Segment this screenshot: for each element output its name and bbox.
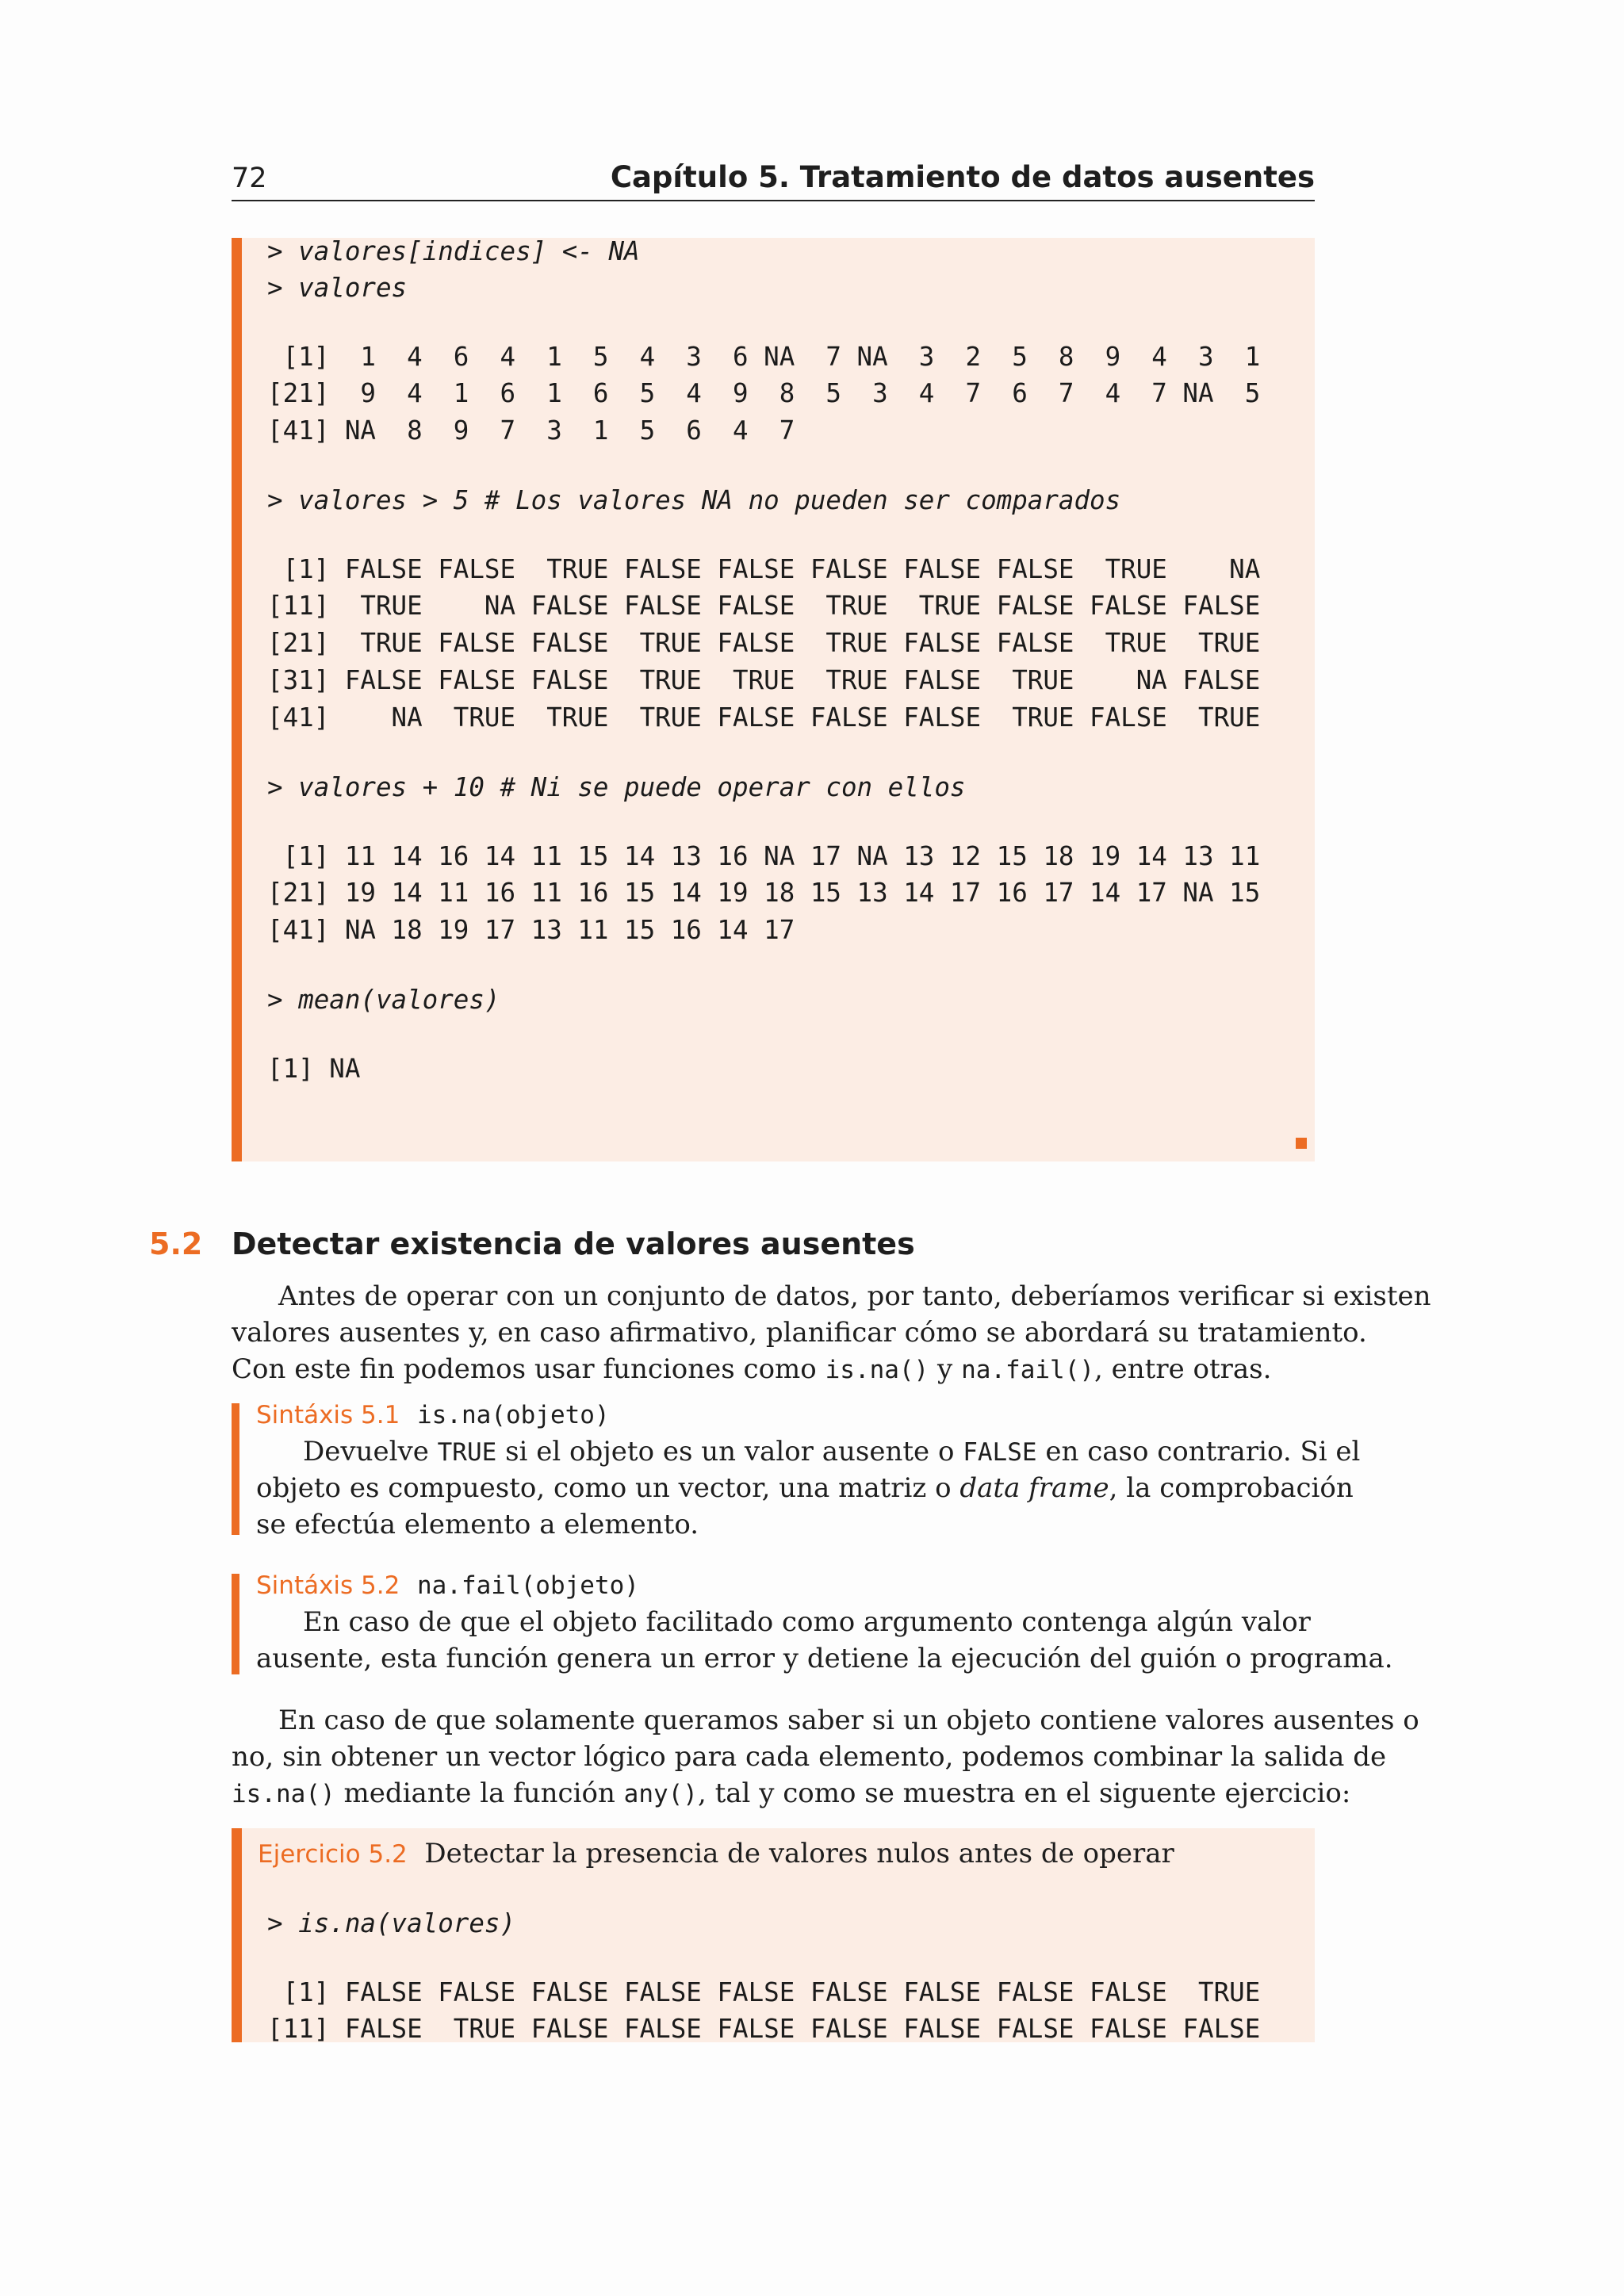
code-output-line: [1] FALSE FALSE FALSE FALSE FALSE FALSE FALSE FALSE FALSE TRUE [267,1977,1261,2007]
code-output-line: [1] FALSE FALSE TRUE FALSE FALSE FALSE FALSE FALSE TRUE NA [267,554,1261,584]
code-output-line: [41] NA TRUE TRUE TRUE FALSE FALSE FALSE TRUE FALSE TRUE [267,702,1261,733]
syntax-heading [256,1567,639,1604]
section-number: 5.2 [149,1226,203,1261]
syntax-heading [256,1396,610,1433]
text-run: Con este fin podemos usar funciones como [232,1353,825,1385]
syntax-text-line: ausente, esta función genera un error y detiene la ejecución del guión o programa. [256,1643,1393,1674]
code-output-line: [21] 19 14 11 16 11 16 15 14 19 18 15 13 14 17 16 17 14 17 NA 15 [267,878,1261,908]
code-block-exercise [232,1828,1315,2042]
text-run: si el objeto es un valor ausente o [496,1436,963,1468]
code-output-line: [11] TRUE NA FALSE FALSE FALSE TRUE TRUE FALSE FALSE FALSE [267,591,1261,621]
code-input-line: > valores [267,273,408,303]
paragraph-line: no, sin obtener un vector lógico para cada elemento, podemos combinar la salida de [232,1741,1387,1773]
text-run: y [929,1353,962,1385]
syntax-accent-bar [232,1574,239,1674]
exercise-title: Detectar la presencia de valores nulos antes de operar [424,1838,1174,1869]
code-output-line: [31] FALSE FALSE FALSE TRUE TRUE TRUE FALSE TRUE NA FALSE [267,665,1261,695]
code-input-line: > mean(valores) [267,985,500,1015]
code-output-line: [21] 9 4 1 6 1 6 5 4 9 8 5 3 4 7 6 7 4 7 NA 5 [267,378,1261,408]
paragraph-line [232,1775,1350,1812]
syntax-signature: is.na(objeto) [416,1401,610,1429]
code-block-exercise-continuation [232,238,1315,1161]
code-output-line: [41] NA 18 19 17 13 11 15 16 14 17 [267,915,795,945]
code-input-line: > valores > 5 # Los valores NA no pueden ser comparados [267,485,1121,515]
code-input-line: > valores[indices] <- NA [267,236,640,266]
running-title: Capítulo 5. Tratamiento de datos ausentes [610,160,1315,194]
syntax-text-line [303,1433,1360,1471]
text-run: objeto es compuesto, como un vector, una matriz o [256,1472,960,1504]
code-output-line: [1] NA [267,1054,361,1084]
code-output-line: [41] NA 8 9 7 3 1 5 6 4 7 [267,415,795,446]
code-output-line: [1] 1 4 6 4 1 5 4 3 6 NA 7 NA 3 2 5 8 9 4 3 1 [267,342,1261,372]
italic-term: data frame [959,1472,1109,1504]
paragraph-line: En caso de que solamente queramos saber si un objeto contiene valores ausentes o [278,1705,1419,1736]
code-input-line: > is.na(valores) [267,1908,516,1938]
inline-code: FALSE [963,1438,1037,1467]
text-run: , entre otras. [1094,1353,1272,1385]
exercise-label: Ejercicio 5.2 [258,1840,408,1869]
inline-code: is.na() [825,1356,929,1384]
section-title: Detectar existencia de valores ausentes [232,1226,915,1261]
paragraph-line [232,1351,1271,1388]
page-number: 72 [232,163,267,194]
inline-code: is.na() [232,1780,335,1808]
header-rule [232,200,1315,201]
inline-code: na.fail() [961,1356,1095,1384]
exercise-heading [258,1835,1174,1873]
inline-code: any() [623,1780,698,1808]
code-input-line: > valores + 10 # Ni se puede operar con ellos [267,772,966,802]
text-run: , la comprobación [1109,1472,1354,1504]
syntax-signature: na.fail(objeto) [416,1571,639,1600]
text-run: en caso contrario. Si el [1036,1436,1361,1468]
paragraph-line: valores ausentes y, en caso afirmativo, planificar cómo se abordará su tratamiento. [232,1317,1367,1349]
code-output-line: [1] 11 14 16 14 11 15 14 13 16 NA 17 NA 13 12 15 18 19 14 13 11 [267,841,1261,871]
text-run: Devuelve [303,1436,438,1468]
text-run: mediante la función [335,1777,624,1809]
syntax-text-line: En caso de que el objeto facilitado como argumento contenga algún valor [303,1606,1311,1638]
text-run: , tal y como se muestra en el siguente ejercicio: [697,1777,1351,1809]
syntax-label: Sintáxis 5.1 [256,1401,400,1429]
syntax-accent-bar [232,1403,239,1535]
code-output-line: [11] FALSE TRUE FALSE FALSE FALSE FALSE FALSE FALSE FALSE FALSE [267,2014,1261,2044]
syntax-text-line [256,1470,1354,1506]
inline-code: TRUE [437,1438,497,1467]
paragraph-line: Antes de operar con un conjunto de datos, por tanto, deberíamos verificar si existen [278,1280,1431,1312]
code-output-line: [21] TRUE FALSE FALSE TRUE FALSE TRUE FALSE FALSE TRUE TRUE [267,628,1261,658]
syntax-label: Sintáxis 5.2 [256,1571,400,1600]
syntax-text-line: se efectúa elemento a elemento. [256,1509,699,1540]
exercise-end-marker [1296,1138,1307,1149]
